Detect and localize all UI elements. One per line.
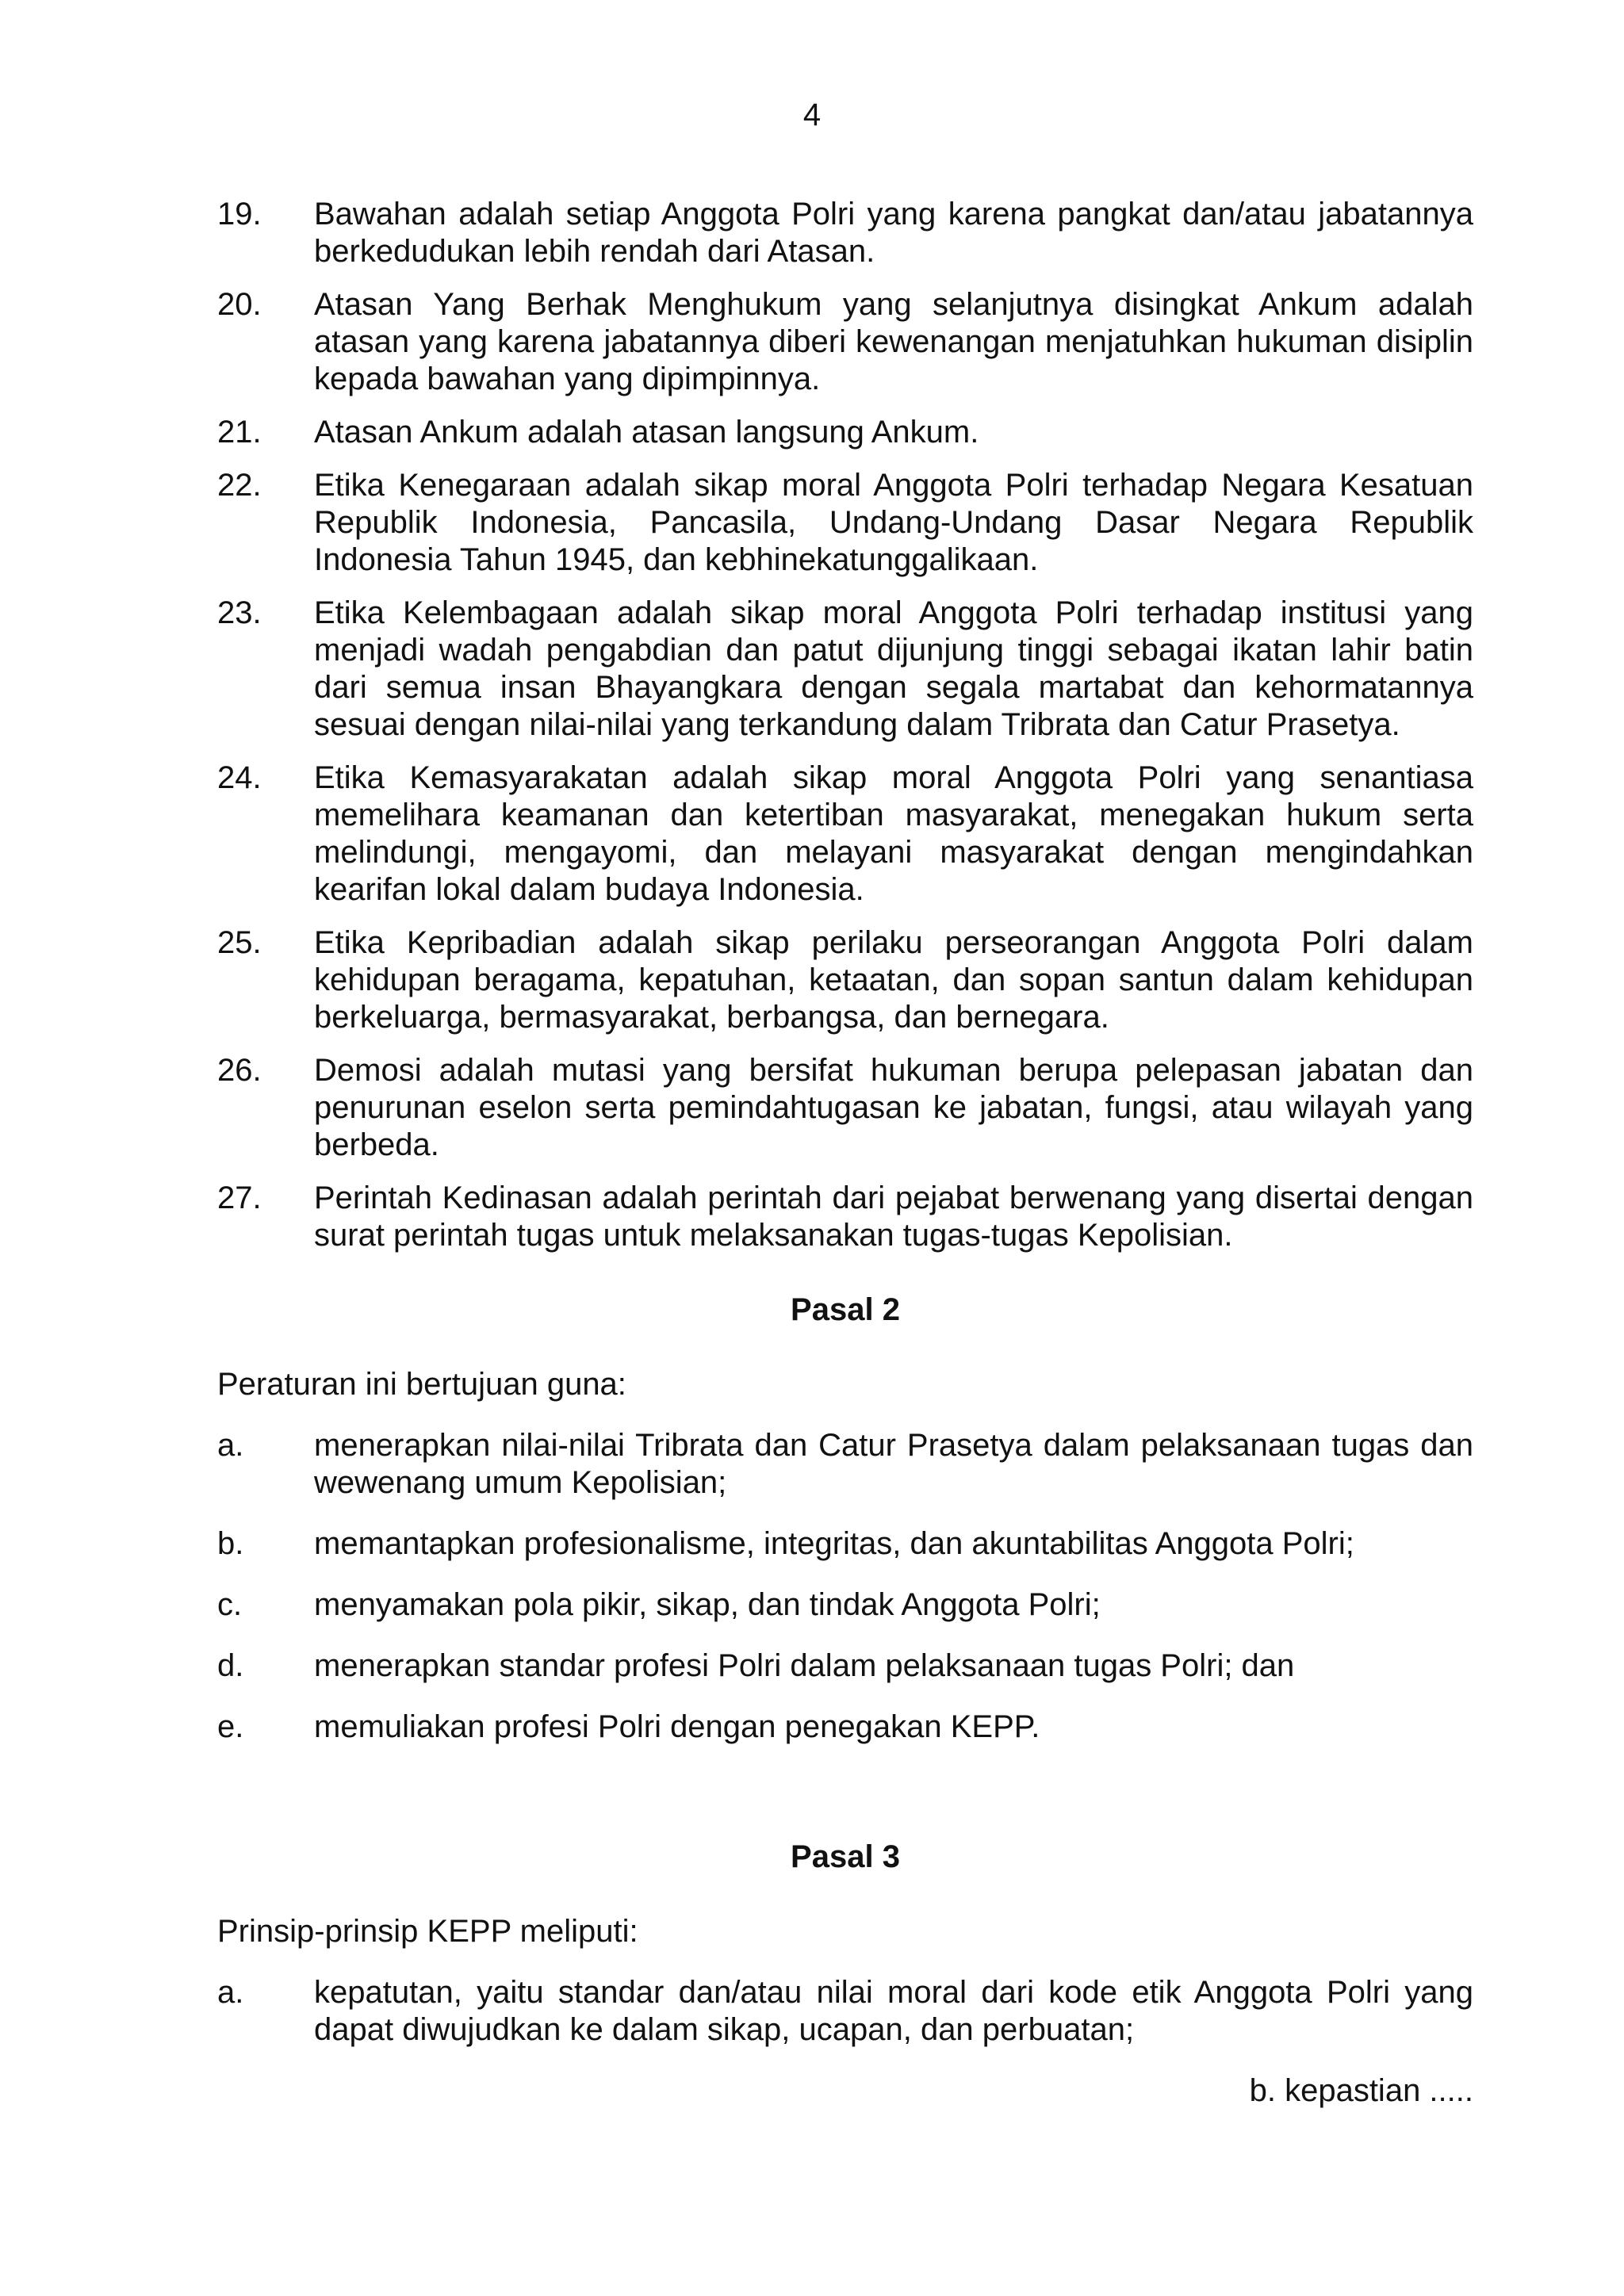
item-number: 19.	[217, 197, 262, 232]
list-item	[217, 1525, 1473, 1563]
item-text: menerapkan standar profesi Polri dalam pelaksanaan tugas Polri; dan	[314, 1648, 1295, 1683]
item-text: Etika Kemasyarakatan adalah sikap moral Anggota Polri yang senantiasa memelihara keamanan dan ketertiban masyarakat, menegakan hukum serta melindungi, mengayomi, dan melayani masyarakat dengan mengindahkan kearifan lokal dalam budaya Indonesia.	[314, 760, 1473, 907]
list-item	[217, 1709, 1473, 1746]
list-item	[217, 595, 1473, 744]
list-item	[217, 1052, 1473, 1164]
pasal-3-intro: Prinsip-prinsip KEPP meliputi:	[217, 1914, 638, 1949]
pasal-2-title: Pasal 2	[791, 1292, 900, 1327]
definitions-list	[217, 196, 1473, 1254]
list-item	[217, 1586, 1473, 1624]
pasal-3-title: Pasal 3	[791, 1839, 900, 1874]
item-letter: b.	[217, 1526, 244, 1561]
pasal-2-list	[217, 1427, 1473, 1746]
item-number: 24.	[217, 760, 262, 795]
list-item	[217, 286, 1473, 398]
list-item	[217, 924, 1473, 1036]
item-number: 21.	[217, 415, 262, 450]
list-item	[217, 1974, 1473, 2049]
item-text: memantapkan profesionalisme, integritas, dan akuntabilitas Anggota Polri;	[314, 1526, 1354, 1561]
list-item	[217, 1180, 1473, 1254]
pasal-3-list	[217, 1974, 1473, 2049]
pasal-2-intro: Peraturan ini bertujuan guna:	[217, 1367, 626, 1402]
item-letter: d.	[217, 1648, 244, 1683]
item-letter: a.	[217, 1428, 244, 1463]
item-text: memuliakan profesi Polri dengan penegakan KEPP.	[314, 1709, 1040, 1744]
continuation-note: b. kepastian .....	[1249, 2073, 1473, 2108]
document-body	[217, 196, 1473, 2110]
item-text: Demosi adalah mutasi yang bersifat hukuman berupa pelepasan jabatan dan penurunan eselon serta pemindahtugasan ke jabatan, fungsi, atau wilayah yang berbeda.	[314, 1053, 1473, 1162]
list-item	[217, 467, 1473, 579]
item-text: kepatutan, yaitu standar dan/atau nilai moral dari kode etik Anggota Polri yang dapat diwujudkan ke dalam sikap, ucapan, dan perbuatan;	[314, 1975, 1473, 2047]
item-number: 25.	[217, 925, 262, 960]
list-item	[217, 196, 1473, 270]
item-text: Etika Kelembagaan adalah sikap moral Anggota Polri terhadap institusi yang menjadi wadah pengabdian dan patut dijunjung tinggi sebagai ikatan lahir batin dari semua insan Bhayangkara dengan segala martabat dan kehormatannya sesuai dengan nilai-nilai yang terkandung dalam Tribrata dan Catur Prasetya.	[314, 595, 1473, 742]
list-item	[217, 1647, 1473, 1685]
item-text: menerapkan nilai-nilai Tribrata dan Catur Prasetya dalam pelaksanaan tugas dan wewenang umum Kepolisian;	[314, 1428, 1473, 1500]
item-number: 26.	[217, 1053, 262, 1088]
item-text: Atasan Ankum adalah atasan langsung Ankum.	[314, 415, 979, 450]
list-item	[217, 414, 1473, 451]
section-spacer	[217, 1770, 1473, 1801]
item-text: Etika Kepribadian adalah sikap perilaku perseorangan Anggota Polri dalam kehidupan beragama, kepatuhan, ketaatan, dan sopan santun dalam kehidupan berkeluarga, bermasyarakat, berbangsa, dan bernegara.	[314, 925, 1473, 1035]
item-text: menyamakan pola pikir, sikap, dan tindak Anggota Polri;	[314, 1587, 1101, 1622]
item-letter: c.	[217, 1587, 243, 1622]
item-number: 20.	[217, 287, 262, 322]
item-text: Atasan Yang Berhak Menghukum yang selanjutnya disingkat Ankum adalah atasan yang karena jabatannya diberi kewenangan menjatuhkan hukuman disiplin kepada bawahan yang dipimpinnya.	[314, 287, 1473, 396]
item-text: Bawahan adalah setiap Anggota Polri yang karena pangkat dan/atau jabatannya berkedudukan lebih rendah dari Atasan.	[314, 197, 1473, 269]
item-letter: e.	[217, 1709, 244, 1744]
list-item	[217, 760, 1473, 909]
list-item	[217, 1427, 1473, 1502]
item-text: Perintah Kedinasan adalah perintah dari pejabat berwenang yang disertai dengan surat perintah tugas untuk melaksanakan tugas-tugas Kepolisian.	[314, 1181, 1473, 1253]
item-text: Etika Kenegaraan adalah sikap moral Anggota Polri terhadap Negara Kesatuan Republik Indonesia, Pancasila, Undang-Undang Dasar Negara Republik Indonesia Tahun 1945, dan kebhinekatunggalikaan.	[314, 468, 1473, 577]
item-number: 22.	[217, 468, 262, 503]
item-letter: a.	[217, 1975, 244, 2010]
item-number: 23.	[217, 595, 262, 630]
page-number: 4	[802, 98, 822, 132]
item-number: 27.	[217, 1181, 262, 1215]
